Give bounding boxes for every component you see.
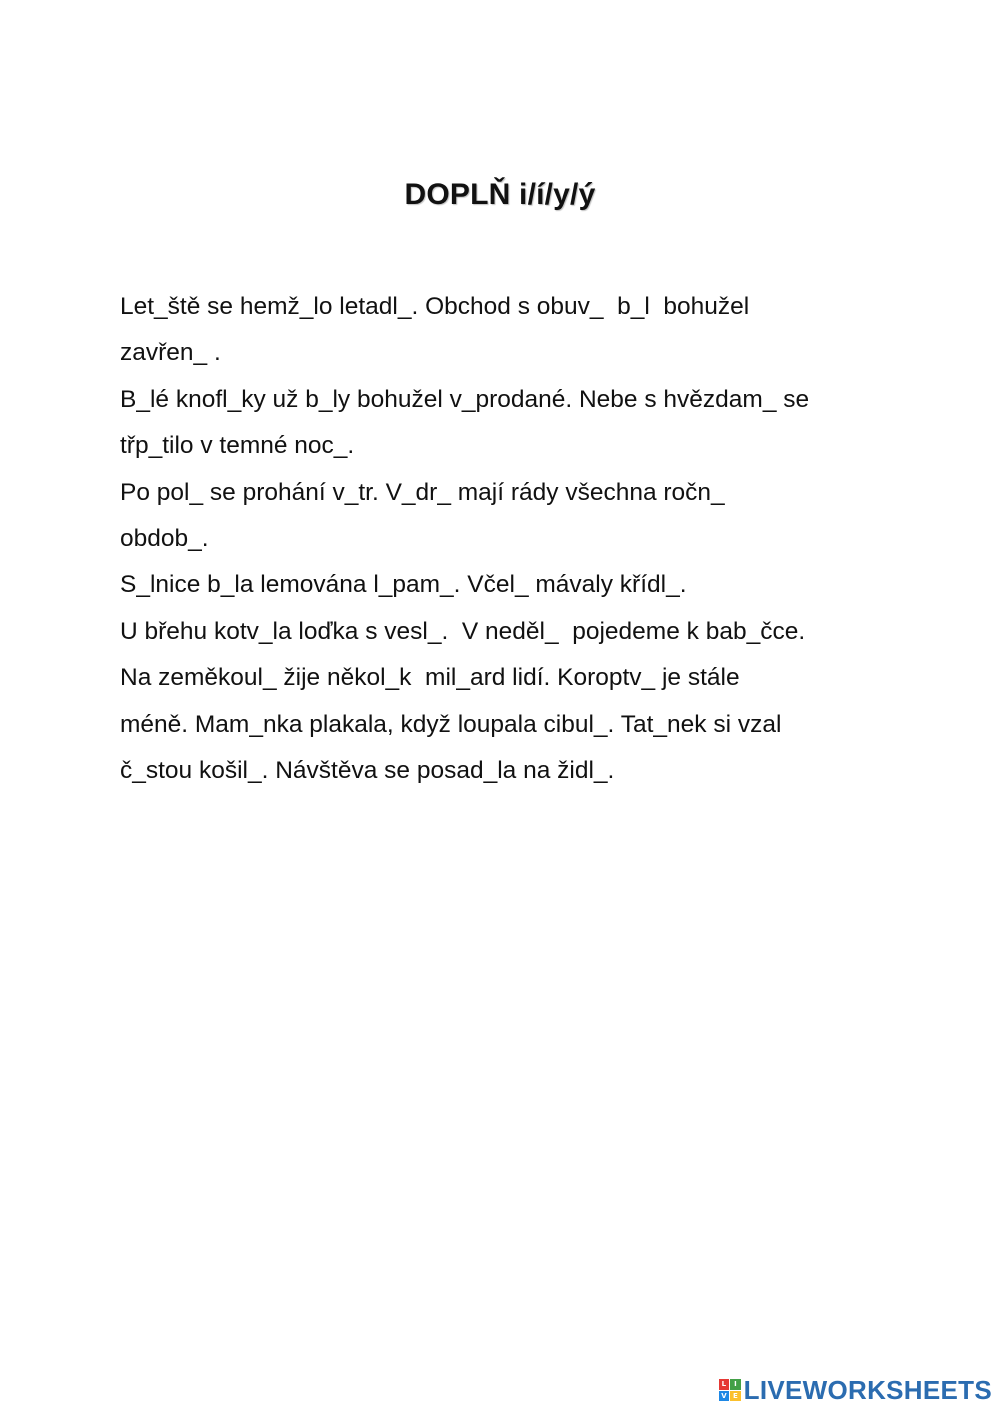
text-line: obdob_. [120,524,209,552]
text-line: B_lé knofl_ky už b_ly bohužel v_prodané. Nebe s hvězdam_ se [120,385,810,413]
exercise-text [120,284,920,794]
logo-text: LIVEWORKSHEETS [743,1374,992,1405]
text-line: Na zeměkoul_ žije někol_k mil_ard lidí. Koroptv_ je stále [120,664,740,692]
text-line: třp_tilo v temné noc_. [120,432,355,460]
text-line: Let_ště se hemž_lo letadl_. Obchod s obuv_ b_l bohužel [120,293,750,320]
liveworksheets-logo-icon: L I V E [719,1379,741,1401]
text-line: č_stou košil_. Návštěva se posad_la na židl_. [120,756,615,784]
liveworksheets-logo [719,1375,992,1405]
text-line: méně. Mam_nka plakala, když loupala cibul_. Tat_nek si vzal [120,710,782,738]
text-line: zavřen_ . [120,339,221,367]
text-line: Po pol_ se prohání v_tr. V_dr_ mají rády všechna ročn_ [120,478,725,506]
text-line: S_lnice b_la lemována l_pam_. Včel_ mávaly křídl_. [120,571,687,599]
worksheet-title: DOPLŇ i/í/y/ý [404,178,596,211]
text-line: U břehu kotv_la loďka s vesl_. V neděl_ pojedeme k bab_čce. [120,617,806,645]
